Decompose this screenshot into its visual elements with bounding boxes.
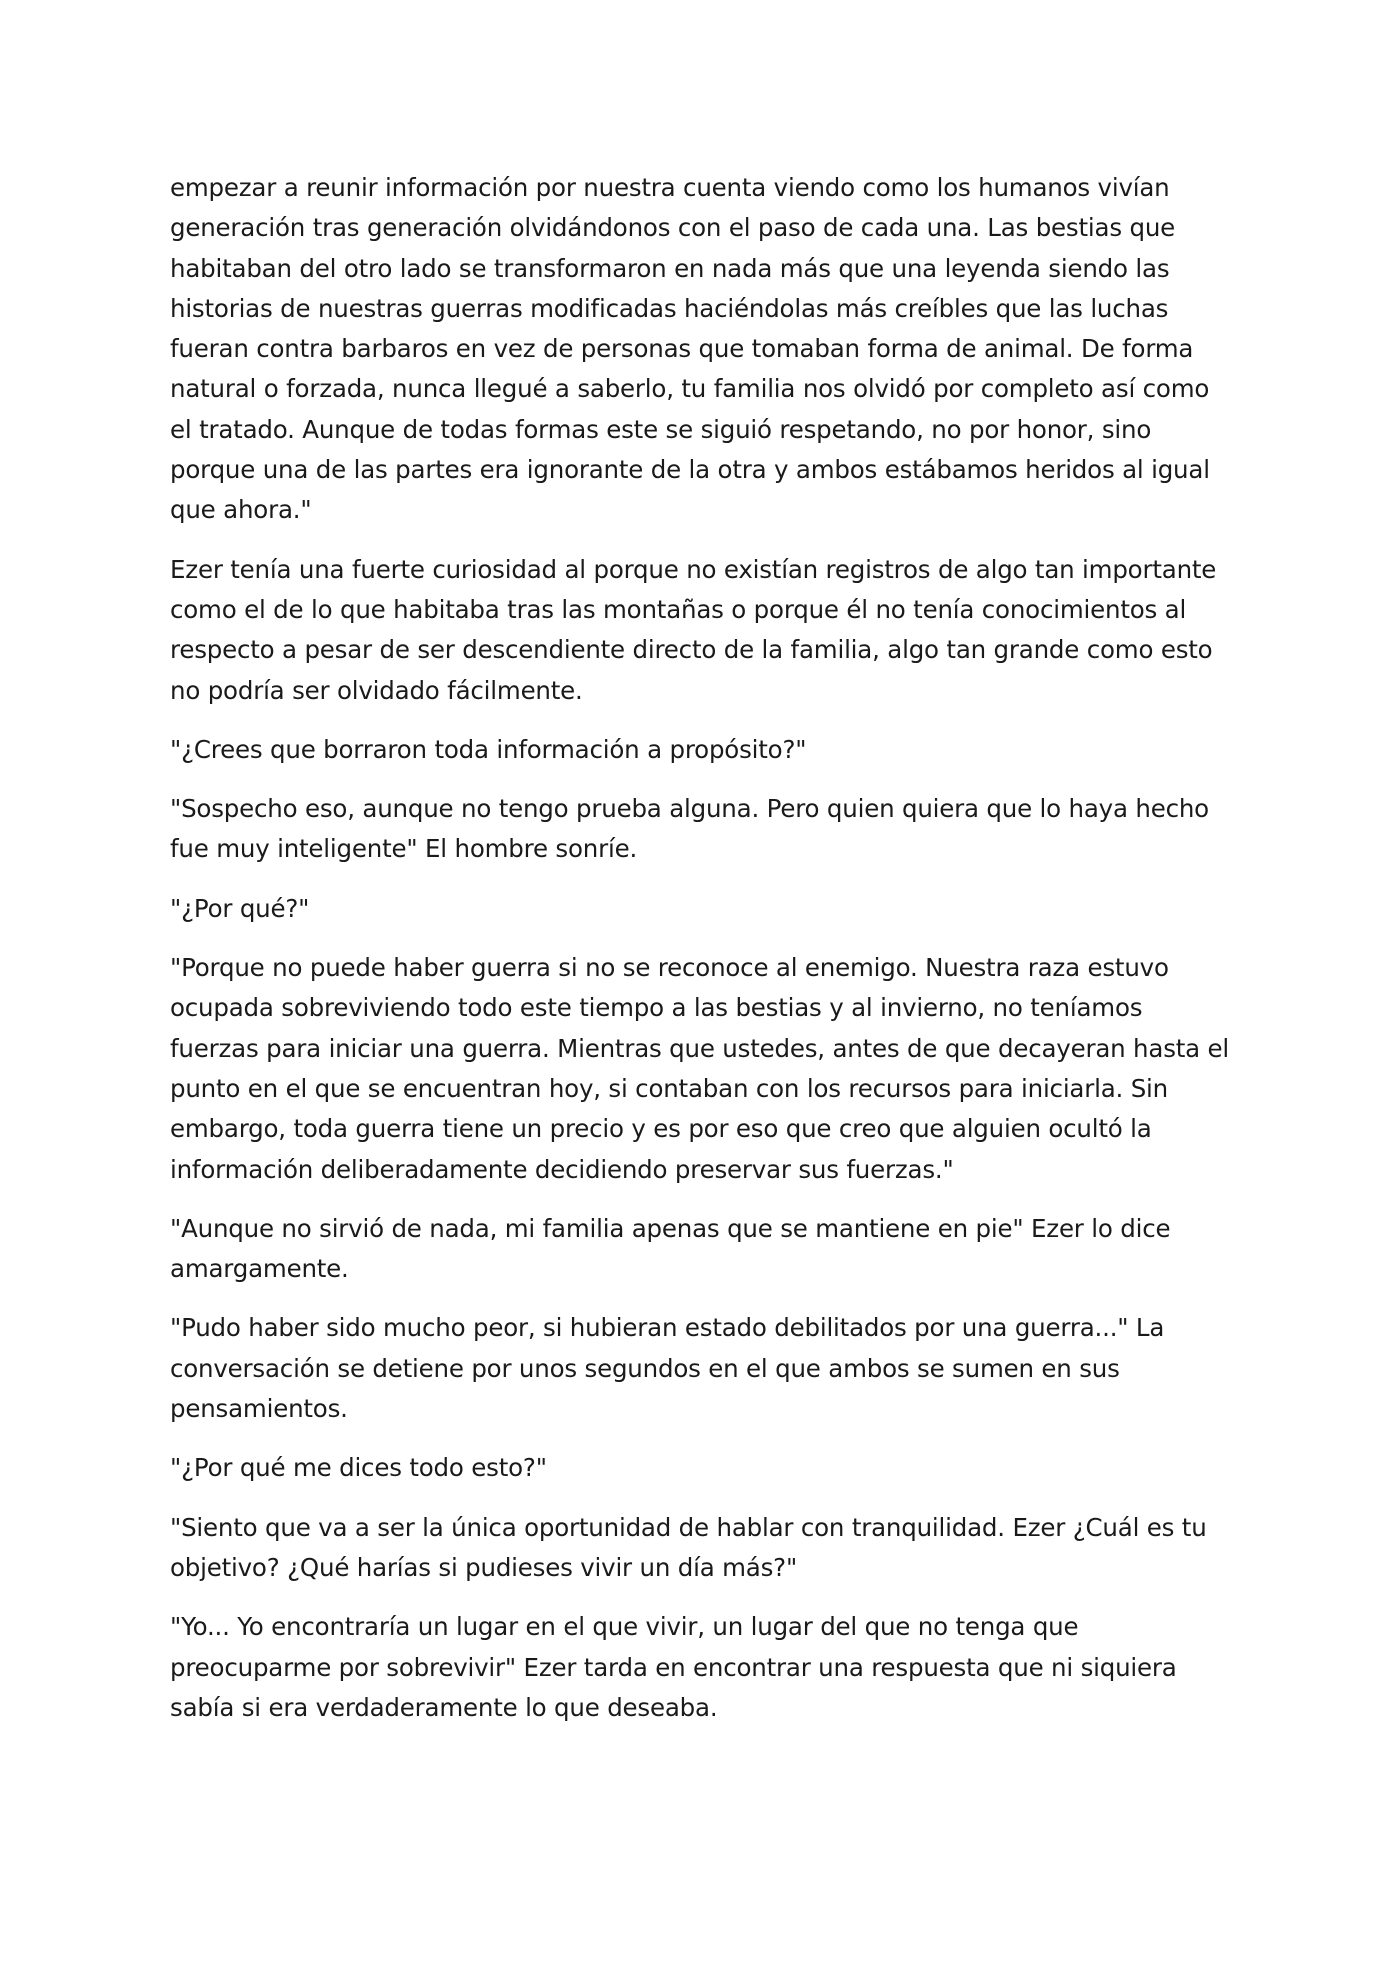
document-body: [170, 168, 1230, 1747]
paragraph: "Aunque no sirvió de nada, mi familia apenas que se mantiene en pie" Ezer lo dice amargamente.: [170, 1213, 1171, 1284]
paragraph: "Sospecho eso, aunque no tengo prueba alguna. Pero quien quiera que lo haya hecho fue muy inteligente" El hombre sonríe.: [170, 794, 1209, 864]
paragraph: empezar a reunir información por nuestra cuenta viendo como los humanos vivían generación tras generación olvidándonos con el paso de cada una. Las bestias que habitaban del otro lado se transformaron en nada más que una leyenda siendo las historias de nuestras guerras modificadas haciéndolas más creíbles que las luchas fueran contra barbaros en vez de personas que tomaban forma de animal. De forma natural o forzada, nunca llegué a saberlo, tu familia nos olvidó por completo así como el tratado. Aunque de todas formas este se siguió respetando, no por honor, sino porque una de las partes era ignorante de la otra y ambos estábamos heridos al igual que ahora.": [170, 173, 1210, 525]
paragraph: "Pudo haber sido mucho peor, si hubieran estado debilitados por una guerra..." La conversación se detiene por unos segundos en el que ambos se sumen en sus pensamientos.: [170, 1313, 1165, 1424]
paragraph: "¿Por qué me dices todo esto?": [170, 1453, 547, 1483]
paragraph: "¿Por qué?": [170, 893, 310, 923]
paragraph: "Siento que va a ser la única oportunidad de hablar con tranquilidad. Ezer ¿Cuál es tu objetivo? ¿Qué harías si pudieses vivir un día más?": [170, 1512, 1207, 1582]
paragraph: "¿Crees que borraron toda información a propósito?": [170, 734, 807, 764]
paragraph: "Yo... Yo encontraría un lugar en el que vivir, un lugar del que no tenga que preocuparme por sobrevivir" Ezer tarda en encontrar una respuesta que ni siquiera sabía si era verdaderamente lo que deseaba.: [170, 1612, 1177, 1722]
paragraph: "Porque no puede haber guerra si no se reconoce al enemigo. Nuestra raza estuvo ocupada sobreviviendo todo este tiempo a las bestias y al invierno, no teníamos fuerzas para iniciar una guerra. Mientras que ustedes, antes de que decayeran hasta el punto en el que se encuentran hoy, si contaban con los recursos para iniciarla. Sin embargo, toda guerra tiene un precio y es por eso que creo que alguien ocultó la información deliberadamente decidiendo preservar sus fuerzas.": [170, 953, 1230, 1184]
paragraph: Ezer tenía una fuerte curiosidad al porque no existían registros de algo tan importante como el de lo que habitaba tras las montañas o porque él no tenía conocimientos al respecto a pesar de ser descendiente directo de la familia, algo tan grande como esto no podría ser olvidado fácilmente.: [170, 554, 1217, 705]
